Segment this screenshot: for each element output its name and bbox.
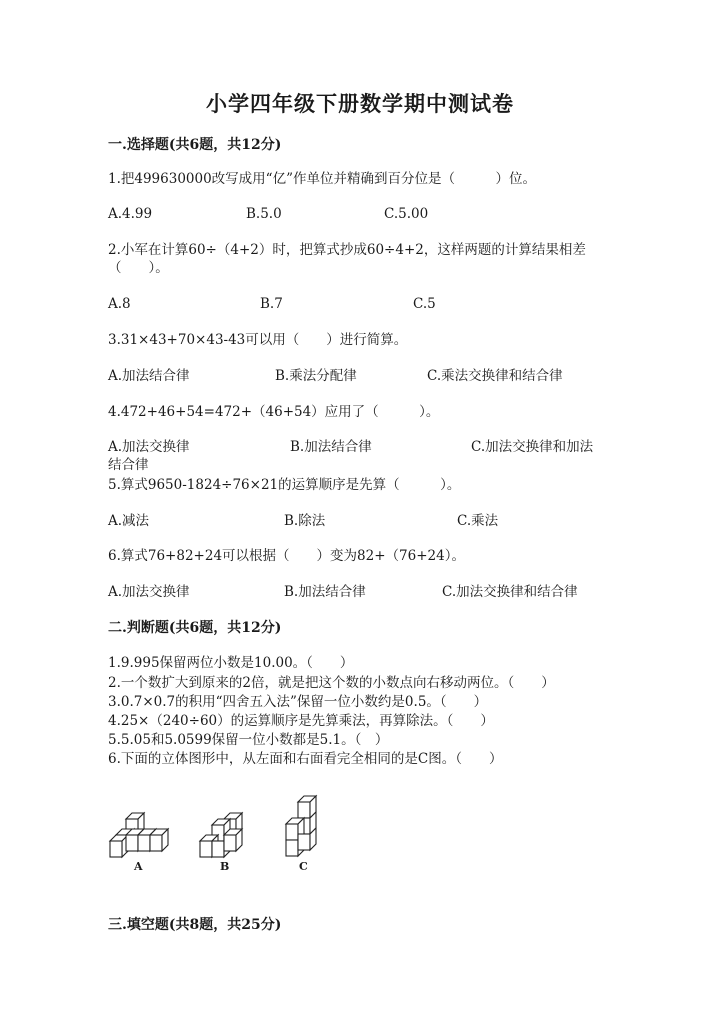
question-3-option-b: B.乘法分配律 — [275, 368, 357, 384]
judgement-item-4: 4.25×（240÷60）的运算顺序是先算乘法，再算除法。（ ） — [108, 713, 494, 729]
judgement-item-6: 6.下面的立体图形中，从左面和右面看完全相同的是C图。（ ） — [108, 751, 503, 767]
judgement-item-2: 2.一个数扩大到原来的2倍，就是把这个数的小数点向右移动两位。（ ） — [108, 675, 555, 691]
question-2-option-c: C.5 — [413, 296, 436, 312]
figure-label-b: B — [220, 860, 230, 873]
cube-figure-c — [284, 796, 324, 860]
question-4-option-a: A.加法交换律 — [108, 439, 190, 455]
question-4-option-b: B.加法结合律 — [290, 439, 372, 455]
question-4-option-c-wrap: 结合律 — [108, 457, 149, 473]
question-1-option-c: C.5.00 — [384, 206, 429, 222]
cube — [110, 835, 128, 857]
question-2-stem: 2.小军在计算60÷（4+2）时，把算式抄成60÷4+2，这样两题的计算结果相差 — [108, 242, 586, 258]
figure-label-a: A — [134, 860, 143, 873]
question-3-option-c: C.乘法交换律和结合律 — [427, 368, 563, 384]
question-5-option-c: C.乘法 — [457, 513, 499, 529]
judgement-item-1: 1.9.995保留两位小数是10.00。（ ） — [108, 655, 354, 671]
question-4-stem: 4.472+46+54=472+（46+54）应用了（ ）。 — [108, 404, 440, 420]
question-1-option-a: A.4.99 — [108, 206, 153, 222]
question-6-stem: 6.算式76+82+24可以根据（ ）变为82+（76+24）。 — [108, 548, 465, 564]
figure-label-c: C — [299, 860, 308, 873]
cube-figure-b — [198, 808, 248, 860]
question-6-option-a: A.加法交换律 — [108, 584, 190, 600]
question-6-option-c: C.加法交换律和结合律 — [442, 584, 578, 600]
question-2-option-b: B.7 — [260, 296, 283, 312]
judgement-item-3: 3.0.7×0.7的积用“四舍五入法”保留一位小数约是0.5。（ ） — [108, 694, 488, 710]
cube — [150, 829, 168, 851]
section-heading-judgement: 二.判断题(共6题，共12分) — [108, 620, 282, 636]
question-2-stem-cont: （ ）。 — [108, 260, 169, 276]
cube — [224, 829, 242, 851]
question-1-option-b: B.5.0 — [246, 206, 282, 222]
section-heading-choice: 一.选择题(共6题，共12分) — [108, 137, 282, 153]
judgement-item-5: 5.5.05和5.0599保留一位小数都是5.1。（ ） — [108, 732, 389, 748]
page-title: 小学四年级下册数学期中测试卷 — [206, 91, 514, 116]
question-3-option-a: A.加法结合律 — [108, 368, 190, 384]
question-1-stem: 1.把499630000改写成用“亿”作单位并精确到百分位是（ ）位。 — [108, 171, 536, 187]
question-6-option-b: B.加法结合律 — [284, 584, 366, 600]
section-heading-fill: 三.填空题(共8题，共25分) — [108, 917, 282, 933]
cube-figure-a — [110, 808, 172, 860]
question-4-option-c: C.加法交换律和加法 — [471, 439, 594, 455]
question-5-stem: 5.算式9650-1824÷76×21的运算顺序是先算（ ）。 — [108, 477, 461, 493]
question-2-option-a: A.8 — [108, 296, 131, 312]
question-5-option-b: B.除法 — [284, 513, 326, 529]
question-5-option-a: A.减法 — [108, 513, 150, 529]
question-3-stem: 3.31×43+70×43-43可以用（ ）进行简算。 — [108, 332, 408, 348]
